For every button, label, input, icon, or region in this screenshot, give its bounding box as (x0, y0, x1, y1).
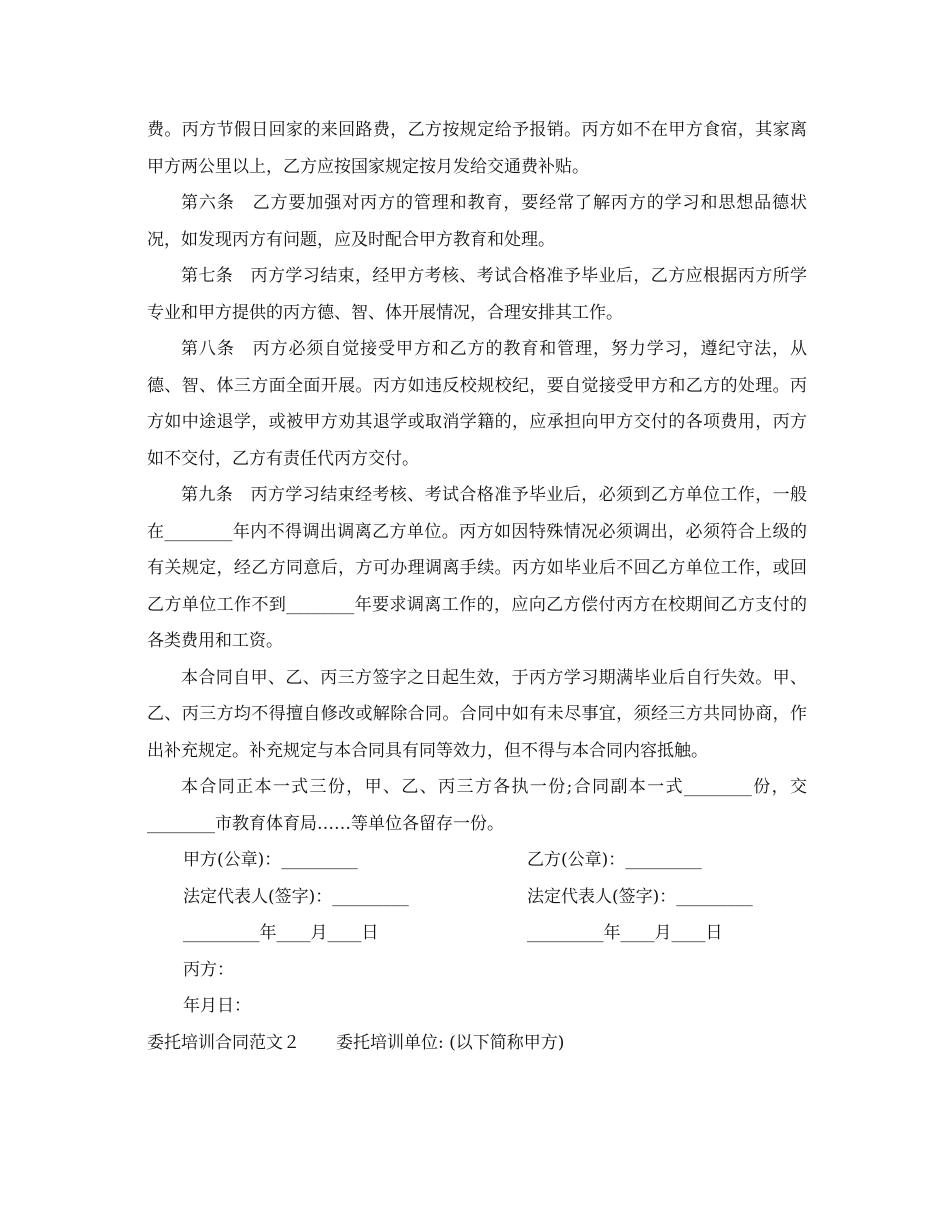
signature-row-dates (147, 915, 807, 952)
paragraph-article-6: 第六条 乙方要加强对丙方的管理和教育，要经常了解丙方的学习和思想品德状况，如发现丙方有问题，应及时配合甲方教育和处理。 (147, 193, 807, 250)
next-contract-title: 委托培训合同范文２ (147, 1032, 300, 1053)
paragraph-article-8: 第八条 丙方必须自觉接受甲方和乙方的教育和管理，努力学习，遵纪守法，从德、智、体三方面全面开展。丙方如违反校规校纪，要自觉接受甲方和乙方的处理。丙方如中途退学，或被甲方劝其退学或取消学籍的，应承担向甲方交付的各项费用，丙方如不交付，乙方有责任代丙方交付。 (147, 339, 807, 469)
paragraph-effective-clause: 本合同自甲、乙、丙三方签字之日起生效，于丙方学习期满毕业后自行失效。甲、乙、丙三方均不得擅自修改或解除合同。合同中如有未尽事宜，须经三方共同协商，作出补充规定。补充规定与本合同具有同等效力，但不得与本合同内容抵触。 (147, 667, 807, 761)
party-b-representative: 法定代表人(签字)：_________ (527, 886, 753, 907)
paragraph-article-9: 第九条 丙方学习结束经考核、考试合格准予毕业后，必须到乙方单位工作，一般在________年内不得调出调离乙方单位。丙方如因特殊情况必须调出，必须符合上级的有关规定，经乙方同意后，方可办理调离手续。丙方如毕业后不回乙方单位工作，或回乙方单位工作不到________年要求调离工作的，应向乙方偿付丙方在校期间乙方支付的各类费用和工资。 (147, 485, 807, 651)
contract-body (147, 112, 807, 1061)
date-label: 年月日： (183, 996, 251, 1016)
party-c-label: 丙方： (183, 959, 234, 980)
signature-row-representatives (147, 879, 807, 916)
signature-row-seals (147, 842, 807, 879)
party-a-date: _________年____月____日 (183, 923, 379, 943)
paragraph-article-7: 第七条 丙方学习结束，经甲方考核、考试合格准予毕业后，乙方应根据丙方所学专业和甲方提供的丙方德、智、体开展情况，合理安排其工作。 (147, 266, 807, 323)
party-b-seal: 乙方(公章)：_________ (527, 850, 702, 870)
paragraph-transport-fee: 费。丙方节假日回家的来回路费，乙方按规定给予报销。丙方如不在甲方食宿，其家离甲方两公里以上，乙方应按国家规定按月发给交通费补贴。 (147, 120, 807, 177)
party-a-seal: 甲方(公章)：_________ (183, 850, 358, 870)
next-contract-heading (147, 1025, 807, 1062)
party-a-representative: 法定代表人(签字)：_________ (183, 886, 409, 907)
next-contract-subtitle: 委托培训单位: (以下简称甲方) (336, 1032, 565, 1053)
paragraph-copies-clause: 本合同正本一式三份，甲、乙、丙三方各执一份;合同副本一式________份，交________市教育体育局……等单位各留存一份。 (147, 777, 807, 834)
party-b-date: _________年____月____日 (527, 923, 723, 943)
